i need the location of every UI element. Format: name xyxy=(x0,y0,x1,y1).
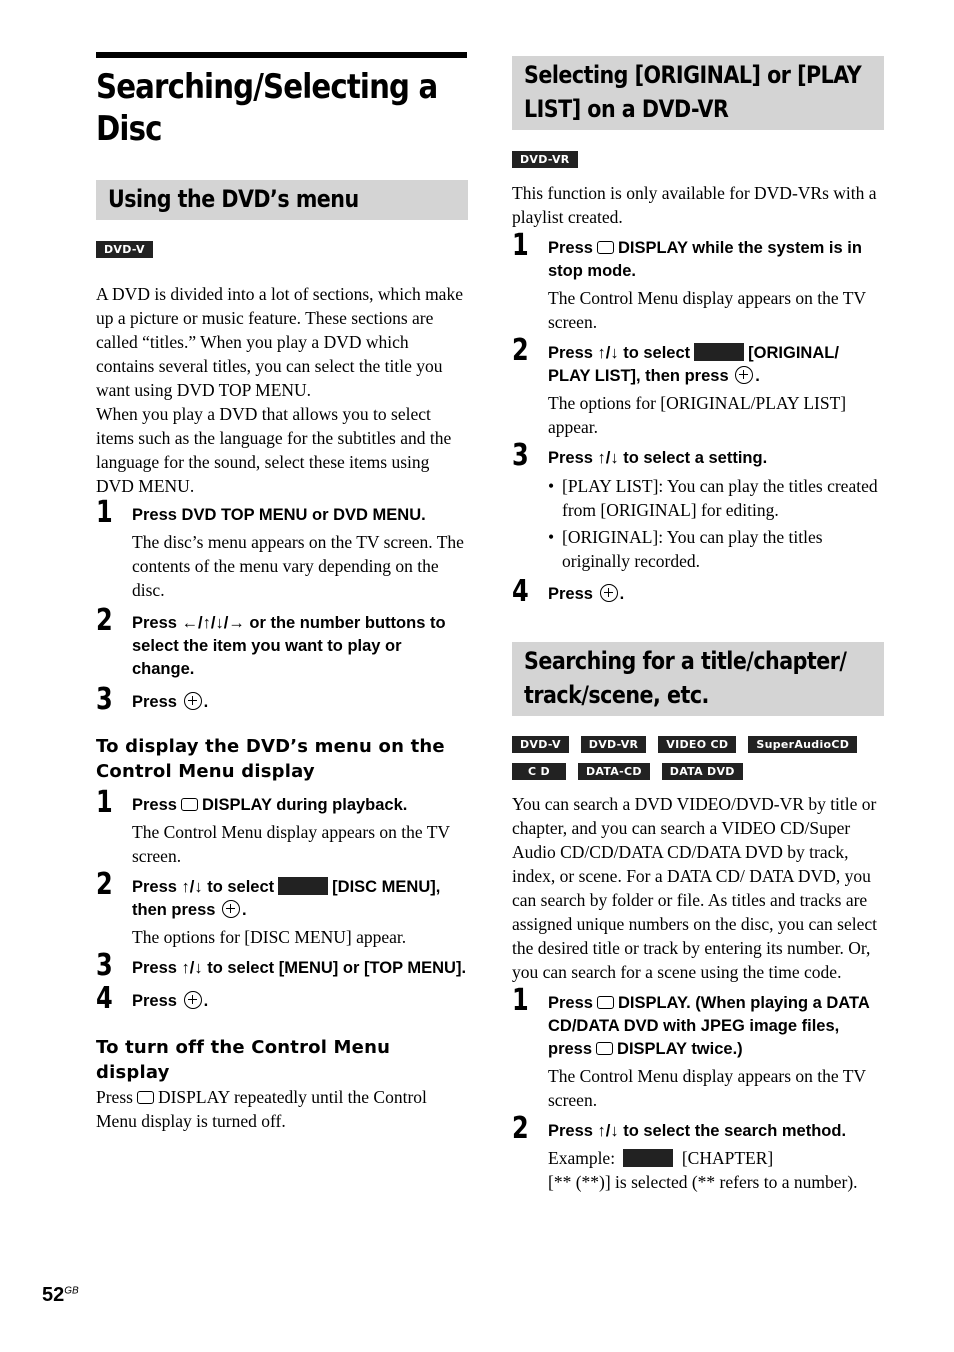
enter-icon xyxy=(222,900,240,918)
step-heading: Press ↑/↓ to select the search method. xyxy=(548,1122,847,1140)
enter-icon xyxy=(600,584,618,602)
step-3 xyxy=(96,682,468,717)
step-heading: Press . xyxy=(548,585,625,603)
step-number: 1 xyxy=(512,983,529,1018)
sub1-step-1 xyxy=(96,785,468,868)
subheading-turn-off: To turn off the Control Menu display xyxy=(96,1037,391,1083)
step-number: 3 xyxy=(96,682,113,717)
turn-off-paragraph: Press DISPLAY repeatedly until the Control Menu display is turned off. xyxy=(96,1087,427,1131)
s3-step-2 xyxy=(512,1111,884,1194)
bullet-item: • [PLAY LIST]: You can play the titles created from [ORIGINAL] for editing. xyxy=(548,474,884,522)
r-step-3 xyxy=(512,438,884,573)
format-badges xyxy=(512,150,884,168)
section2-intro: This function is only available for DVD-VRs with a playlist created. xyxy=(512,183,877,227)
section-heading-searching: Searching for a title/chapter/ track/scene, etc. xyxy=(512,642,884,716)
enter-icon xyxy=(735,366,753,384)
step-heading: Press ↑/↓ to select [MENU] or [TOP MENU]. xyxy=(132,959,467,977)
step-heading: Press . xyxy=(132,992,209,1010)
enter-icon xyxy=(184,991,202,1009)
left-column xyxy=(96,52,468,1133)
step-number: 1 xyxy=(96,785,113,820)
step-heading: Press ←/↑/↓/→ or the number buttons to select the item you want to play or change. xyxy=(132,614,446,678)
badge-dvd-v: DVD-V xyxy=(512,736,569,753)
bullet-item: • [ORIGINAL]: You can play the titles originally recorded. xyxy=(548,525,884,573)
badge-dvd-v: DVD-V xyxy=(96,241,153,258)
section-heading-original-playlist: Selecting [ORIGINAL] or [PLAY LIST] on a DVD-VR xyxy=(512,56,884,130)
subheading-control-menu: To display the DVD’s menu on the Control Menu display xyxy=(96,736,445,782)
badge-super-audio-cd: SuperAudioCD xyxy=(748,736,857,753)
display-button-icon xyxy=(181,798,198,811)
page-title: Searching/Selecting a Disc xyxy=(96,67,438,149)
step-number: 3 xyxy=(512,438,529,473)
step-number: 1 xyxy=(96,495,113,530)
display-button-icon xyxy=(596,1042,613,1055)
step-heading: Press ↑/↓ to select [DISC MENU], then press . xyxy=(132,878,441,919)
step-heading: Press ↑/↓ to select [ORIGINAL/ PLAY LIST], then press . xyxy=(548,344,839,385)
section-heading-dvd-menu: Using the DVD’s menu xyxy=(96,180,468,220)
step-description: The options for [ORIGINAL/PLAY LIST] appear. xyxy=(548,393,847,437)
step-number: 1 xyxy=(512,228,529,263)
step-description: [** (**)] is selected (** refers to a number). xyxy=(548,1172,858,1192)
sub1-step-2 xyxy=(96,867,468,949)
badge-video-cd: VIDEO CD xyxy=(658,736,736,753)
display-button-icon xyxy=(137,1091,154,1104)
page-number: $52^{GB}$ xyxy=(42,1284,79,1306)
format-badges xyxy=(96,240,468,258)
intro-paragraph: A DVD is divided into a lot of sections, which make up a picture or music feature. These sections are called “titles.” When you play a DVD which contains several titles, you can select the title you want using DVD TOP MENU. xyxy=(96,284,463,400)
step-number: 3 xyxy=(96,948,113,983)
example-line: Example: [CHAPTER] xyxy=(548,1148,774,1168)
display-button-icon xyxy=(597,241,614,254)
disc-menu-icon xyxy=(278,877,328,895)
display-button-icon xyxy=(597,996,614,1009)
r-step-2 xyxy=(512,333,884,439)
step-heading: Press DISPLAY. (When playing a DATA CD/DATA DVD with JPEG image files, press DISPLAY twice.) xyxy=(548,994,870,1058)
step-heading: Press . xyxy=(132,693,209,711)
step-heading: Press DISPLAY during playback. xyxy=(132,796,408,814)
step-number: 4 xyxy=(512,574,529,609)
step-description: The disc’s menu appears on the TV screen. The contents of the menu vary depending on the disc. xyxy=(132,532,464,600)
step-description: The Control Menu display appears on the TV screen. xyxy=(548,1066,866,1110)
step-number: 2 xyxy=(512,333,529,368)
step-heading: Press ↑/↓ to select a setting. xyxy=(548,449,768,467)
badge-cd: C D xyxy=(512,763,566,780)
step-description: The Control Menu display appears on the TV screen. xyxy=(132,822,450,866)
sub1-step-4 xyxy=(96,981,468,1016)
sub1-step-3 xyxy=(96,948,468,983)
badge-dvd-vr: DVD-VR xyxy=(512,151,578,168)
s3-step-1 xyxy=(512,983,884,1112)
step-heading: Press DISPLAY while the system is in stop mode. xyxy=(548,239,862,280)
step-number: 4 xyxy=(96,981,113,1016)
title-rule xyxy=(96,52,467,58)
right-column xyxy=(512,56,884,1194)
enter-icon xyxy=(184,692,202,710)
badge-data-cd: DATA-CD xyxy=(578,763,650,780)
step-description: The Control Menu display appears on the TV screen. xyxy=(548,288,866,332)
original-playlist-icon xyxy=(694,343,744,361)
section3-intro: You can search a DVD VIDEO/DVD-VR by title or chapter, and you can search a VIDEO CD/Super Audio CD/CD/DATA CD/DATA DVD by track, index, or scene. For a DATA CD/ DATA DVD, you can search by folder or file. As titles and tracks are assigned unique numbers on the disc, you can select the desired title or track by entering its number. Or, you can search for a scene using the time code. xyxy=(512,794,877,982)
format-badges xyxy=(512,736,884,780)
step-number: 2 xyxy=(96,867,113,902)
chapter-icon xyxy=(623,1149,673,1167)
step-heading: Press DVD TOP MENU or DVD MENU. xyxy=(132,506,426,524)
badge-data-dvd: DATA DVD xyxy=(662,763,743,780)
step-description: The options for [DISC MENU] appear. xyxy=(132,927,407,947)
step-number: 2 xyxy=(512,1111,529,1146)
step-2 xyxy=(96,603,468,681)
step-1 xyxy=(96,495,468,602)
r-step-4 xyxy=(512,574,884,609)
intro-paragraph-2: When you play a DVD that allows you to select items such as the language for the subtitles and the language for the sound, select these items using DVD MENU. xyxy=(96,404,452,496)
r-step-1 xyxy=(512,228,884,334)
step-number: 2 xyxy=(96,603,113,638)
badge-dvd-vr: DVD-VR xyxy=(581,736,647,753)
